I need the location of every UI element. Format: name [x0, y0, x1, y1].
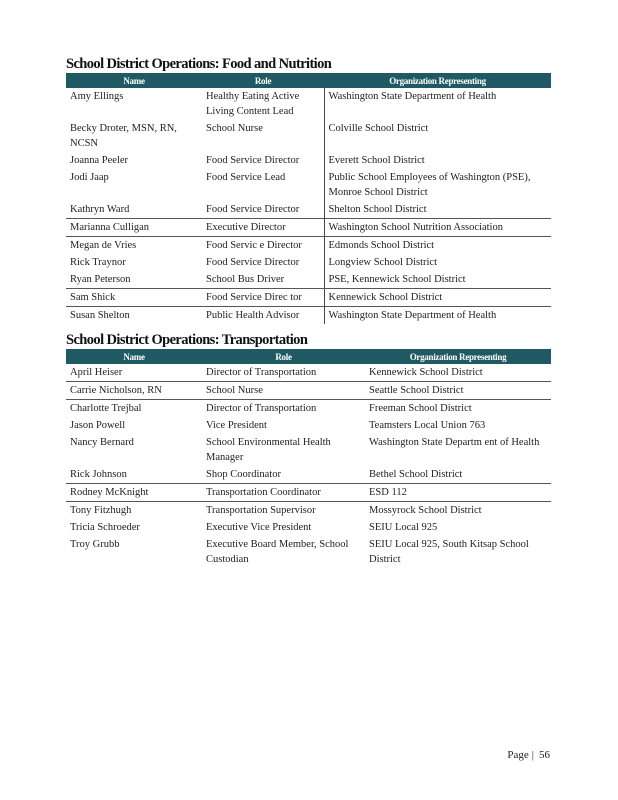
cell-role: Healthy Eating Active Living Content Lead — [206, 91, 300, 117]
cell-name: Megan de Vries — [70, 240, 137, 251]
cell-name: Tony Fitzhugh — [70, 505, 132, 516]
cell-organization: Mossyrock School District — [369, 505, 482, 516]
table-row — [66, 400, 551, 418]
table-row — [66, 289, 551, 307]
page-number: 56 — [539, 749, 550, 761]
food-section-title: School District Operations: Food and Nutrition — [66, 56, 332, 72]
table-row — [66, 417, 551, 434]
cell-organization: Colville School District — [324, 120, 551, 152]
cell-role: Vice President — [206, 420, 267, 431]
cell-organization: Shelton School District — [324, 201, 551, 219]
table-row — [66, 536, 551, 568]
cell-role: School Nurse — [202, 382, 365, 400]
cell-name: Ryan Peterson — [66, 271, 202, 289]
page-separator: | — [531, 749, 534, 761]
cell-role: School Nurse — [206, 123, 263, 134]
cell-role: Food Service Director — [206, 257, 300, 268]
cell-role: Shop Coordinator — [202, 466, 365, 484]
cell-organization: Everett School District — [324, 152, 551, 169]
table-row — [66, 201, 551, 219]
cell-organization: Edmonds School District — [324, 237, 551, 255]
cell-name: Marianna Culligan — [66, 219, 202, 237]
cell-organization: SEIU Local 925, South Kitsap School District — [369, 539, 529, 565]
column-header-name: Name — [66, 73, 202, 88]
cell-name: Sam Shick — [66, 289, 202, 307]
cell-role: Executive Vice President — [206, 522, 312, 533]
cell-organization: PSE, Kennewick School District — [324, 271, 551, 289]
cell-organization: Washington State Department of Health — [324, 88, 551, 120]
table-row — [66, 466, 551, 484]
cell-role: Executive Director — [202, 219, 324, 237]
cell-organization: SEIU Local 925 — [369, 522, 438, 533]
table-row — [66, 364, 551, 382]
cell-role: School Environmental Health Manager — [206, 437, 331, 463]
table-row — [66, 307, 551, 325]
table-row — [66, 484, 551, 502]
food-table — [66, 73, 551, 324]
table-header-row — [66, 73, 551, 88]
column-header-organization: Organization Representing — [365, 349, 551, 364]
page-label: Page — [507, 749, 529, 761]
column-header-role: Role — [202, 349, 365, 364]
cell-role: Food Service Director — [206, 155, 300, 166]
cell-organization: Seattle School District — [365, 382, 551, 400]
transport-table — [66, 349, 551, 568]
cell-name: Rodney McKnight — [66, 484, 202, 502]
cell-organization: Freeman School District — [369, 403, 472, 414]
cell-name: Kathryn Ward — [70, 204, 130, 215]
cell-role: Executive Board Member, School Custodian — [206, 539, 349, 565]
cell-name: Amy Ellings — [70, 91, 124, 102]
table-row — [66, 169, 551, 201]
cell-role: Food Service Direc tor — [202, 289, 324, 307]
cell-role: Food Service Director — [206, 204, 300, 215]
cell-organization: Washington State Departm ent of Health — [369, 437, 540, 448]
cell-name: April Heiser — [66, 364, 202, 382]
table-row — [66, 120, 551, 152]
cell-name: Troy Grubb — [70, 539, 120, 550]
cell-role: Food Service Lead — [206, 172, 286, 183]
cell-name: Joanna Peeler — [70, 155, 129, 166]
cell-organization: Longview School District — [324, 254, 551, 271]
table-row — [66, 152, 551, 169]
table-row — [66, 271, 551, 289]
cell-role: Transportation Coordinator — [202, 484, 365, 502]
cell-name: Nancy Bernard — [70, 437, 134, 448]
cell-role: Public Health Advisor — [206, 310, 300, 321]
column-header-role: Role — [202, 73, 324, 88]
cell-name: Rick Traynor — [70, 257, 126, 268]
cell-name: Tricia Schroeder — [70, 522, 140, 533]
cell-name: Charlotte Trejbal — [70, 403, 142, 414]
page-footer — [507, 749, 550, 761]
table-row — [66, 237, 551, 255]
column-header-organization: Organization Representing — [324, 73, 551, 88]
table-row — [66, 254, 551, 271]
cell-role: Director of Transportation — [202, 364, 365, 382]
cell-organization: Kennewick School District — [365, 364, 551, 382]
cell-organization: Public School Employees of Washington (PSE), Monroe School District — [324, 169, 551, 201]
table-row — [66, 434, 551, 466]
cell-name: Jodi Jaap — [70, 172, 109, 183]
cell-role: Transportation Supervisor — [206, 505, 316, 516]
cell-name: Carrie Nicholson, RN — [66, 382, 202, 400]
cell-organization: ESD 112 — [365, 484, 551, 502]
transport-section-title: School District Operations: Transportation — [66, 332, 308, 348]
cell-name: Susan Shelton — [70, 310, 130, 321]
table-row — [66, 219, 551, 237]
table-row — [66, 88, 551, 120]
cell-role: School Bus Driver — [202, 271, 324, 289]
cell-name: Jason Powell — [70, 420, 126, 431]
table-row — [66, 519, 551, 536]
table-row — [66, 502, 551, 520]
table-row — [66, 382, 551, 400]
cell-role: Director of Transportation — [206, 403, 317, 414]
cell-role: Food Servic e Director — [206, 240, 302, 251]
cell-organization: Kennewick School District — [324, 289, 551, 307]
column-header-name: Name — [66, 349, 202, 364]
cell-organization: Teamsters Local Union 763 — [369, 420, 486, 431]
cell-organization: Bethel School District — [365, 466, 551, 484]
table-header-row — [66, 349, 551, 364]
cell-organization: Washington School Nutrition Association — [324, 219, 551, 237]
cell-name: Becky Droter, MSN, RN, NCSN — [70, 123, 177, 149]
cell-name: Rick Johnson — [66, 466, 202, 484]
cell-organization: Washington State Department of Health — [324, 307, 551, 325]
